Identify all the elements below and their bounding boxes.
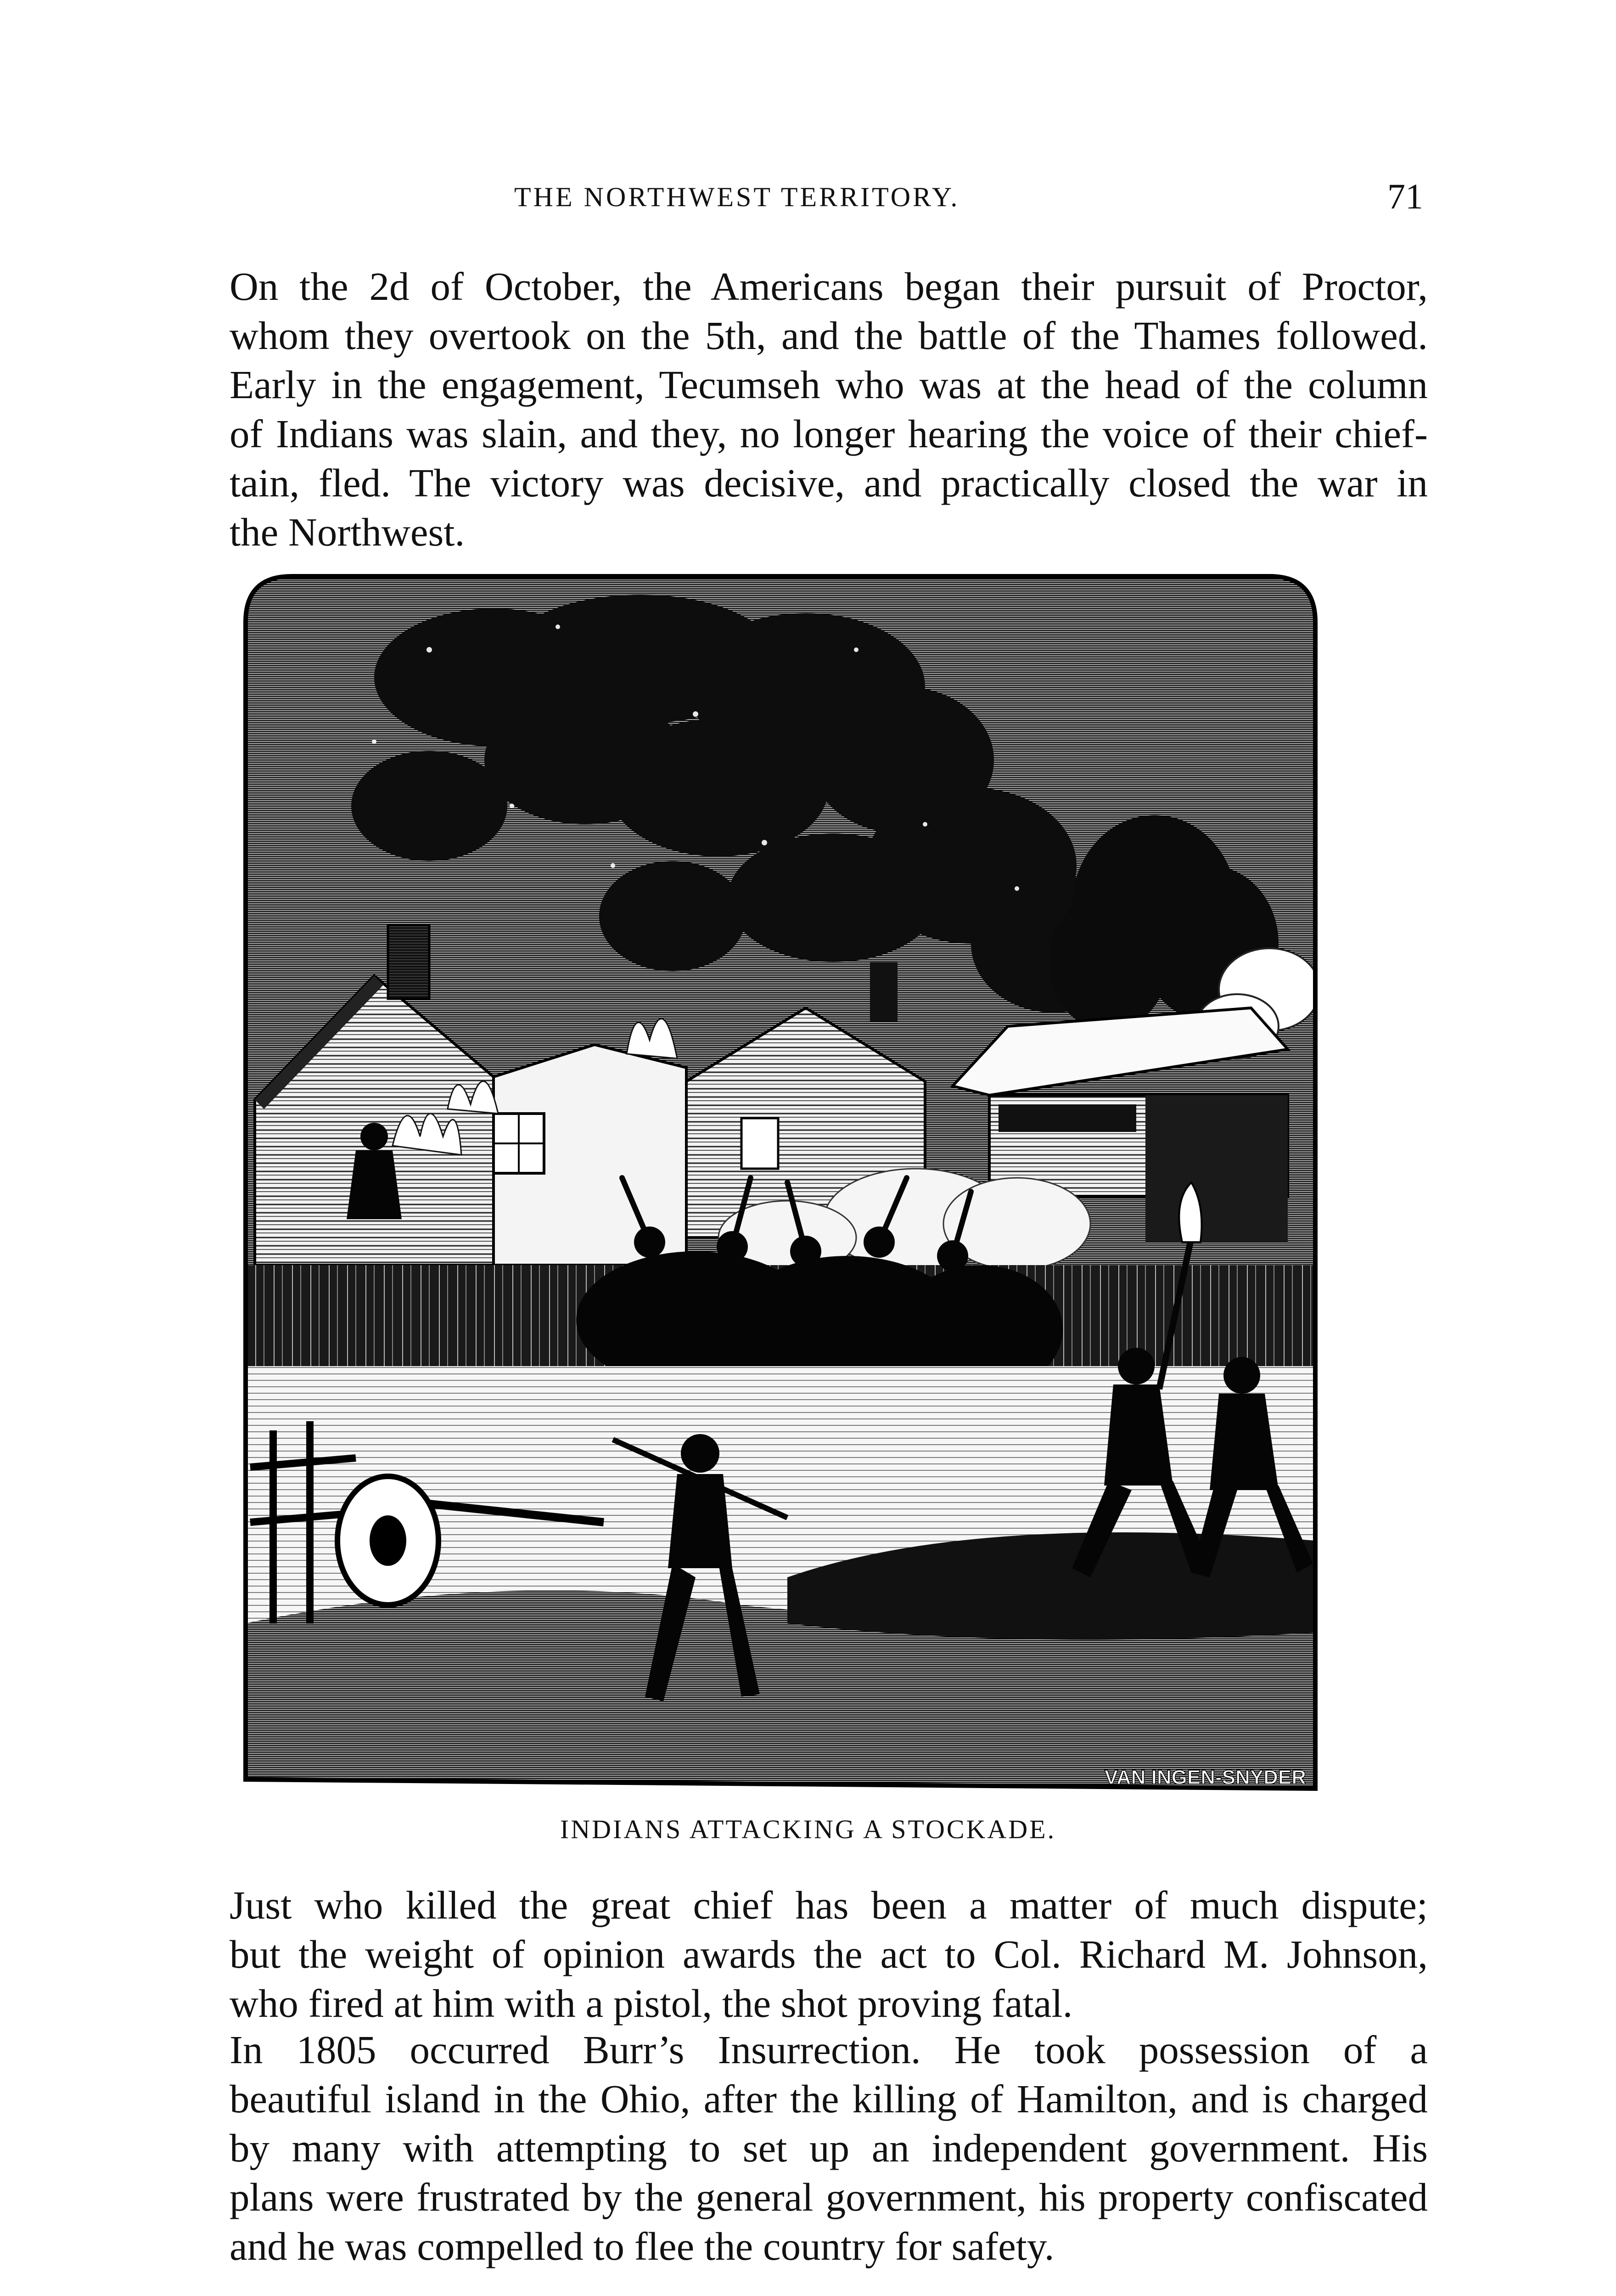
paragraph-3: [138, 2025, 1428, 2271]
text-line: of Indians was slain, and they, no longer hearing the voice of their chief-: [230, 411, 1428, 456]
running-head: [0, 176, 1616, 223]
engraving-illustration: [236, 567, 1324, 1807]
text-line: whom they overtook on the 5th, and the battle of the Thames followed.: [230, 313, 1428, 358]
text-line: In 1805 occurred Burr’s Insurrection. He took possession of a: [230, 2027, 1428, 2072]
running-title: THE NORTHWEST TERRITORY.: [514, 182, 960, 212]
text-line: On the 2d of October, the Americans began their pursuit of Proctor,: [230, 264, 1428, 309]
text-line: beautiful island in the Ohio, after the killing of Hamilton, and is charged: [230, 2077, 1428, 2121]
text-line: tain, fled. The victory was decisive, and practically closed the war in: [230, 461, 1428, 505]
text-line: by many with attempting to set up an independent government. His: [230, 2126, 1428, 2170]
text-line: Just who killed the great chief has been a matter of much dispute;: [230, 1883, 1428, 1927]
text-line: who fired at him with a pistol, the shot proving fatal.: [230, 1981, 1073, 2026]
figure-caption: INDIANS ATTACKING A STOCKADE.: [560, 1814, 1056, 1844]
paragraph-1: [138, 262, 1428, 557]
text-line: but the weight of opinion awards the act to Col. Richard M. Johnson,: [230, 1932, 1428, 1976]
engraver-signature: VAN INGEN-SNYDER: [1104, 1766, 1306, 1789]
text-line: the Northwest.: [230, 510, 465, 554]
text-line: and he was compelled to flee the country for safety.: [230, 2224, 1055, 2268]
text-line: plans were frustrated by the general government, his property confiscated: [230, 2175, 1428, 2219]
page-number: 71: [1387, 176, 1423, 216]
paragraph-2: [138, 1880, 1428, 2028]
text-line: Early in the engagement, Tecumseh who was at the head of the column: [230, 362, 1428, 407]
